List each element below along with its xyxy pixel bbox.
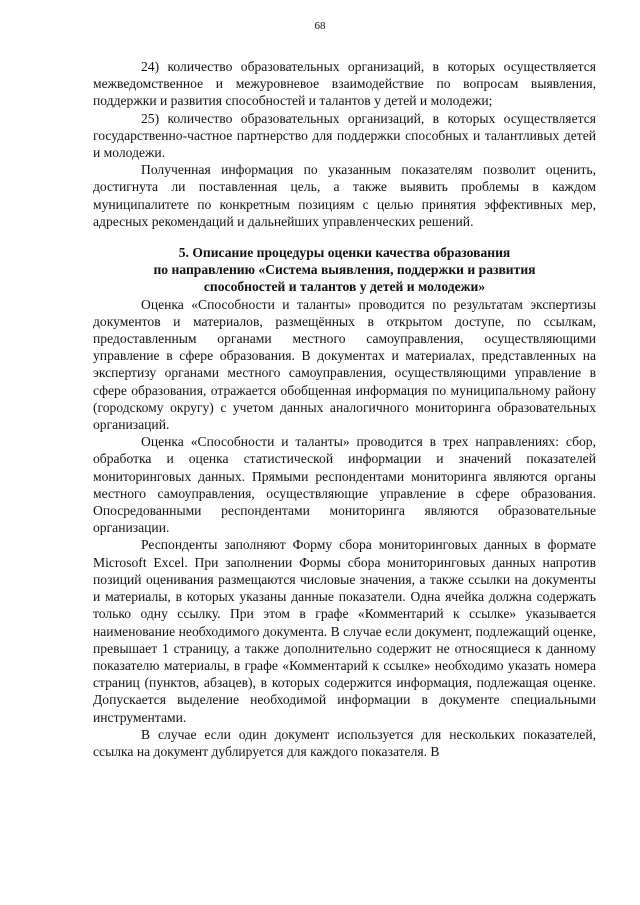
page-number: 68 bbox=[314, 20, 326, 32]
section-heading-line: по направлению «Система выявления, поддержки и развития bbox=[153, 262, 536, 278]
list-item-24: 24) количество образовательных организаций, в которых осуществляется межведомственное и межуровневое взаимодействие по вопросам выявления, поддержки и развития способностей и талантов у детей и молодежи; bbox=[93, 59, 596, 109]
list-item-25: 25) количество образовательных организаций, в которых осуществляется государственно-частное партнерство для поддержки способных и талантливых детей и молодежи. bbox=[93, 110, 596, 161]
section-heading-line: 5. Описание процедуры оценки качества образования bbox=[178, 245, 511, 261]
section-heading bbox=[93, 244, 596, 296]
body-paragraph: В случае если один документ используется для нескольких показателей, ссылка на документ дублируется для каждого показателя. В bbox=[93, 726, 596, 759]
body-paragraph: Респонденты заполняют Форму сбора мониторинговых данных в формате Microsoft Excel. При заполнении Формы сбора мониторинговых данных напротив позиций оценивания размещаются числовые значения, а также ссылки на документы и материалы, в которых указаны данные показатели. Одна ячейка должна содержать только одну ссылку. При этом в графе «Комментарий к ссылке» указывается наименование необходимого документа. В случае если документ, подлежащий оценке, превышает 1 страницу, а также дополнительно содержит не относящиеся к данному показателю материалы, в графе «Комментарий к ссылке» необходимо указать номера страниц (пунктов, абзацев), в которых содержится информация, подлежащая оценке. Допускается выделение необходимой информации в документе специальными инструментами. bbox=[93, 537, 596, 725]
document-body bbox=[93, 58, 596, 760]
summary-paragraph: Полученная информация по указанным показателям позволит оценить, достигнута ли поставленная цель, а также выявить проблемы в каждом муниципалитете по конкретным позициям с целью принятия эффективных мер, адресных рекомендаций и дальнейших управленческих решений. bbox=[93, 162, 596, 229]
section-heading-line: способностей и талантов у детей и молодежи» bbox=[203, 279, 486, 295]
body-paragraph: Оценка «Способности и таланты» проводится по результатам экспертизы документов и материалов, размещённых в открытом доступе, по ссылкам, предоставленным органами местного самоуправления, осуществляющими управление в сфере образования. В документах и материалах, представленных на экспертизу органами местного самоуправления, осуществляющими управление в сфере образования, отражается обобщенная информация по муниципальному району (городскому округу) с учетом данных аналогичного мониторинга образовательных организаций. bbox=[93, 296, 596, 433]
body-paragraph: Оценка «Способности и таланты» проводится в трех направлениях: сбор, обработка и оценка статистической информации и значений показателей мониторинговых данных. Прямыми респондентами мониторинга являются органы местного самоуправления, осуществляющие управление в сфере образования. Опосредованными респондентами мониторинга являются образовательные организации. bbox=[93, 434, 596, 536]
